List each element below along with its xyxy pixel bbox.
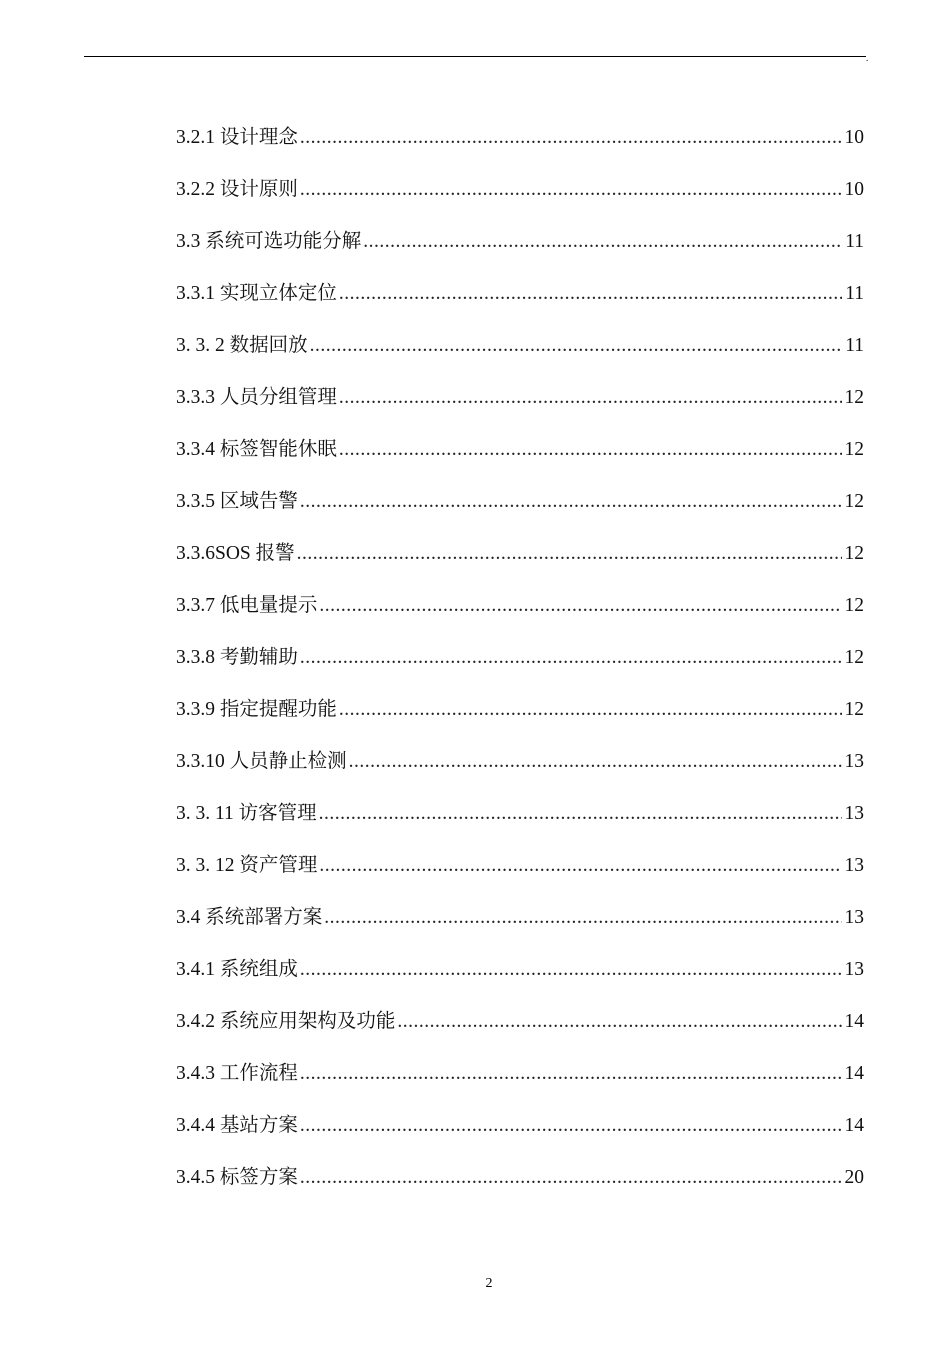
toc-entry[interactable]: [176, 226, 864, 278]
toc-entry-page-number: 12: [844, 595, 864, 616]
toc-entry-title: 3. 3. 2 数据回放: [176, 335, 308, 356]
toc-entry-title: 3.3.7 低电量提示: [176, 595, 318, 616]
toc-entry[interactable]: [176, 590, 864, 642]
toc-entry-title: 3.4.3 工作流程: [176, 1063, 298, 1084]
toc-entry-title: 3. 3. 11 访客管理: [176, 803, 317, 824]
toc-entry-title: 3.3.4 标签智能休眠: [176, 439, 337, 460]
toc-entry-title: 3.4.1 系统组成: [176, 959, 298, 980]
toc-entry[interactable]: [176, 954, 864, 1006]
toc-dot-leader: [297, 538, 842, 570]
toc-dot-leader: [300, 954, 842, 986]
toc-entry-page-number: 13: [844, 803, 864, 824]
toc-entry-page-number: 13: [844, 855, 864, 876]
page-number: 2: [485, 1276, 493, 1291]
toc-entry[interactable]: [176, 694, 864, 746]
toc-dot-leader: [300, 1110, 842, 1142]
toc-dot-leader: [339, 278, 842, 310]
toc-entry-page-number: 12: [844, 543, 864, 564]
toc-dot-leader: [300, 1058, 842, 1090]
toc-entry-title: 3.3 系统可选功能分解: [176, 231, 362, 252]
toc-dot-leader: [319, 590, 841, 622]
toc-dot-leader: [310, 330, 843, 362]
toc-entry-title: 3.2.1 设计理念: [176, 127, 298, 148]
toc-entry-title: 3.4.2 系统应用架构及功能: [176, 1011, 396, 1032]
toc-entry[interactable]: [176, 746, 864, 798]
toc-entry[interactable]: [176, 902, 864, 954]
toc-entry[interactable]: [176, 382, 864, 434]
toc-entry[interactable]: [176, 798, 864, 850]
toc-entry-title: 3.4 系统部署方案: [176, 907, 323, 928]
toc-entry[interactable]: [176, 538, 864, 590]
toc-dot-leader: [300, 486, 842, 518]
toc-entry-page-number: 12: [844, 439, 864, 460]
toc-entry[interactable]: [176, 1162, 864, 1214]
toc-entry-title: 3. 3. 12 资产管理: [176, 855, 318, 876]
toc-dot-leader: [300, 122, 842, 154]
toc-entry[interactable]: [176, 330, 864, 382]
header-rule: [84, 56, 866, 57]
toc-dot-leader: [300, 174, 842, 206]
toc-entry[interactable]: [176, 486, 864, 538]
toc-entry-page-number: 14: [844, 1115, 864, 1136]
toc-entry[interactable]: [176, 122, 864, 174]
toc-entry[interactable]: [176, 1110, 864, 1162]
toc-entry-title: 3.2.2 设计原则: [176, 179, 298, 200]
toc-entry-page-number: 13: [844, 959, 864, 980]
toc-dot-leader: [339, 434, 842, 466]
toc-dot-leader: [319, 798, 842, 830]
toc-entry-title: 3.3.10 人员静止检测: [176, 751, 347, 772]
table-of-contents: [176, 122, 864, 1214]
toc-entry-page-number: 12: [844, 699, 864, 720]
toc-dot-leader: [349, 746, 842, 778]
toc-entry-page-number: 14: [844, 1063, 864, 1084]
toc-entry-title: 3.4.5 标签方案: [176, 1167, 298, 1188]
toc-dot-leader: [397, 1006, 841, 1038]
toc-entry[interactable]: [176, 1006, 864, 1058]
toc-entry-title: 3.3.5 区域告警: [176, 491, 298, 512]
toc-entry-page-number: 20: [844, 1167, 864, 1188]
toc-entry[interactable]: [176, 1058, 864, 1110]
header-corner-mark: .: [866, 53, 869, 63]
toc-entry-page-number: 11: [845, 231, 864, 252]
toc-dot-leader: [363, 226, 842, 258]
toc-entry-page-number: 12: [844, 387, 864, 408]
toc-entry-page-number: 14: [844, 1011, 864, 1032]
toc-dot-leader: [324, 902, 841, 934]
toc-entry-page-number: 10: [844, 127, 864, 148]
toc-entry-page-number: 11: [845, 283, 864, 304]
toc-dot-leader: [300, 642, 842, 674]
toc-entry-page-number: 13: [844, 907, 864, 928]
toc-entry-title: 3.3.8 考勤辅助: [176, 647, 298, 668]
toc-dot-leader: [339, 382, 842, 414]
toc-entry-title: 3.3.3 人员分组管理: [176, 387, 337, 408]
toc-entry-title: 3.3.1 实现立体定位: [176, 283, 337, 304]
toc-dot-leader: [300, 1162, 842, 1194]
toc-entry[interactable]: [176, 434, 864, 486]
toc-entry-page-number: 11: [845, 335, 864, 356]
toc-entry-page-number: 12: [844, 491, 864, 512]
toc-entry-title: 3.4.4 基站方案: [176, 1115, 298, 1136]
toc-dot-leader: [319, 850, 841, 882]
toc-entry[interactable]: [176, 278, 864, 330]
toc-entry-page-number: 10: [844, 179, 864, 200]
toc-entry[interactable]: [176, 850, 864, 902]
toc-dot-leader: [339, 694, 842, 726]
toc-entry[interactable]: [176, 642, 864, 694]
toc-entry-page-number: 13: [844, 751, 864, 772]
toc-entry-title: 3.3.6SOS 报警: [176, 543, 295, 564]
toc-entry[interactable]: [176, 174, 864, 226]
toc-entry-title: 3.3.9 指定提醒功能: [176, 699, 337, 720]
toc-entry-page-number: 12: [844, 647, 864, 668]
